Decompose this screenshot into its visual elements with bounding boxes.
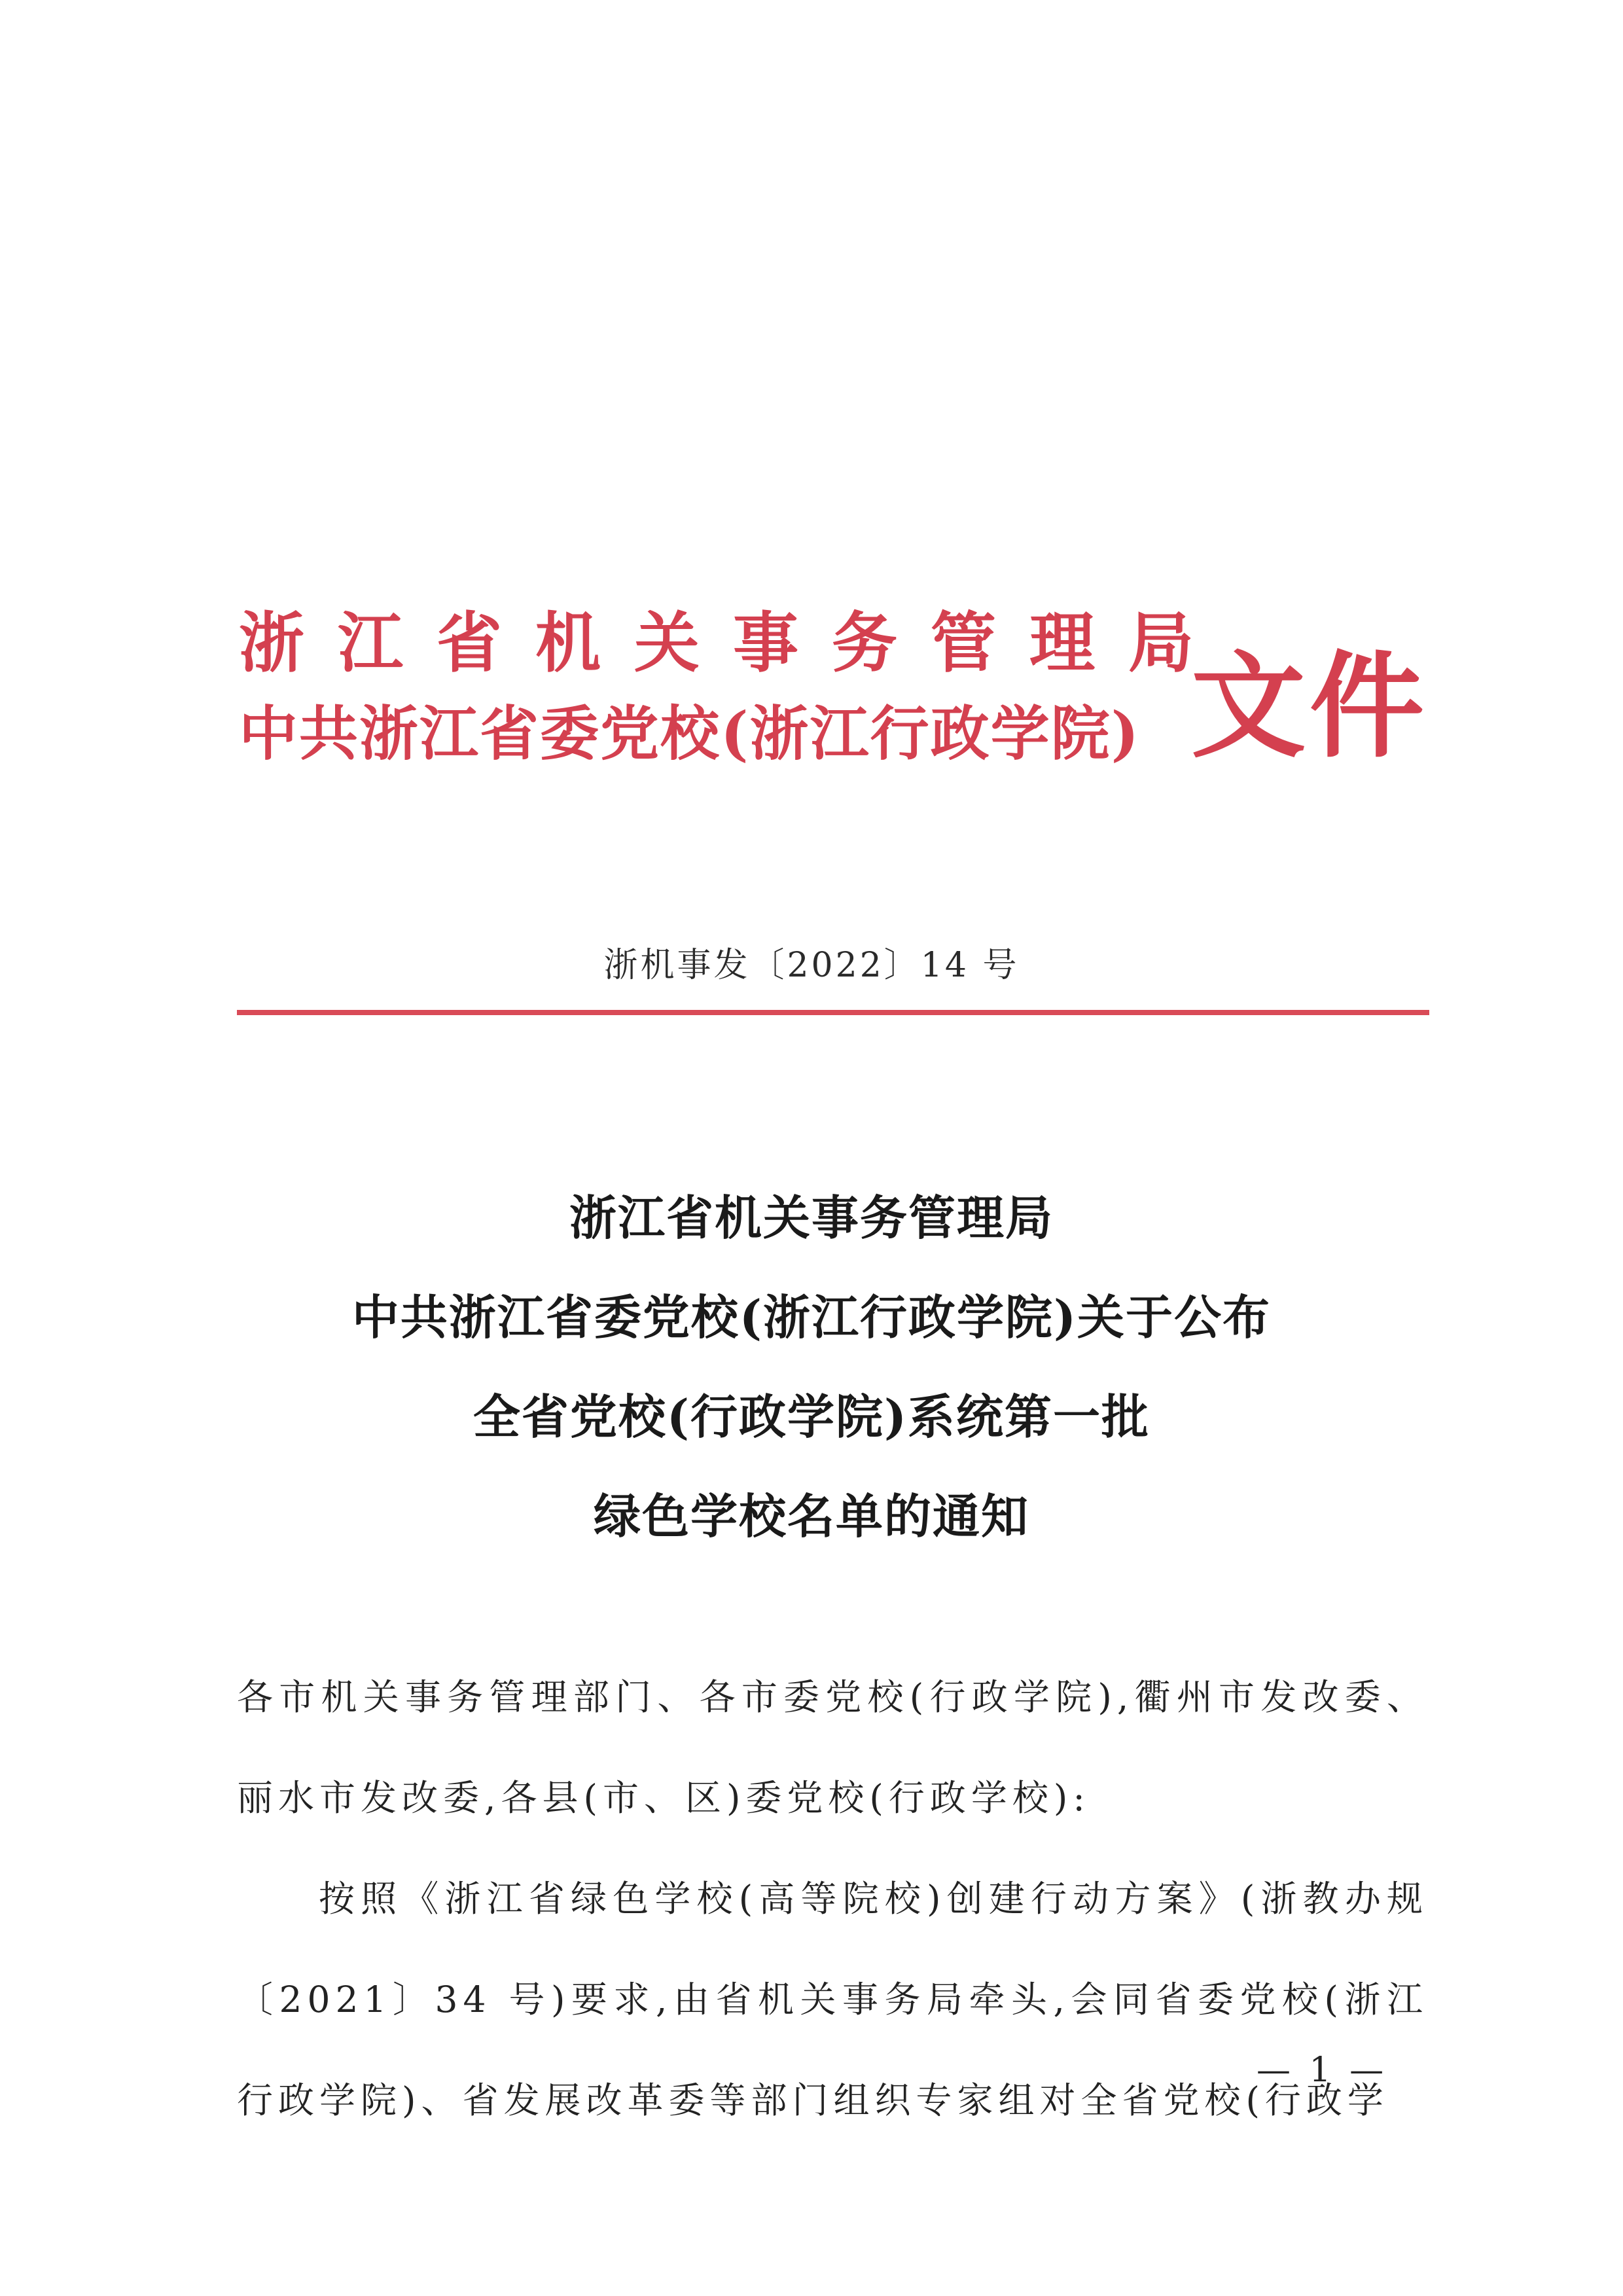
title-line-4: 绿色学校名单的通知 <box>593 1488 1029 1544</box>
title-line-3: 全省党校(行政学院)系统第一批 <box>473 1389 1150 1444</box>
document-word: 文件 <box>1191 639 1428 774</box>
document-body <box>237 1647 1428 2151</box>
issuer-line-2: 中共浙江省委党校(浙江行政学院) <box>239 699 1141 768</box>
title-line-2: 中共浙江省委党校(浙江行政学院)关于公布 <box>351 1289 1272 1345</box>
document-title <box>0 1168 1623 1566</box>
issuer-line-1: 浙江省机关事务管理局 <box>239 604 1227 681</box>
body-paragraph-1: 按照《浙江省绿色学校(高等院校)创建行动方案》(浙教办规〔2021〕34 号)要求,由省机关事务局牵头,会同省委党校(浙江行政学院)、省发展改革委等部门组织专家组对全省党校(行政学 <box>237 1878 1428 2121</box>
red-divider <box>237 1010 1429 1015</box>
addressee: 各市机关事务管理部门、各市委党校(行政学院),衢州市发改委、丽水市发改委,各县(市、区)委党校(行政学校): <box>237 1676 1428 1819</box>
page-number: — 1 — <box>1257 2051 1388 2090</box>
masthead <box>239 576 1436 812</box>
title-line-1: 浙江省机关事务管理局 <box>569 1190 1054 1246</box>
document-number: 浙机事发〔2022〕14 号 <box>603 946 1020 985</box>
